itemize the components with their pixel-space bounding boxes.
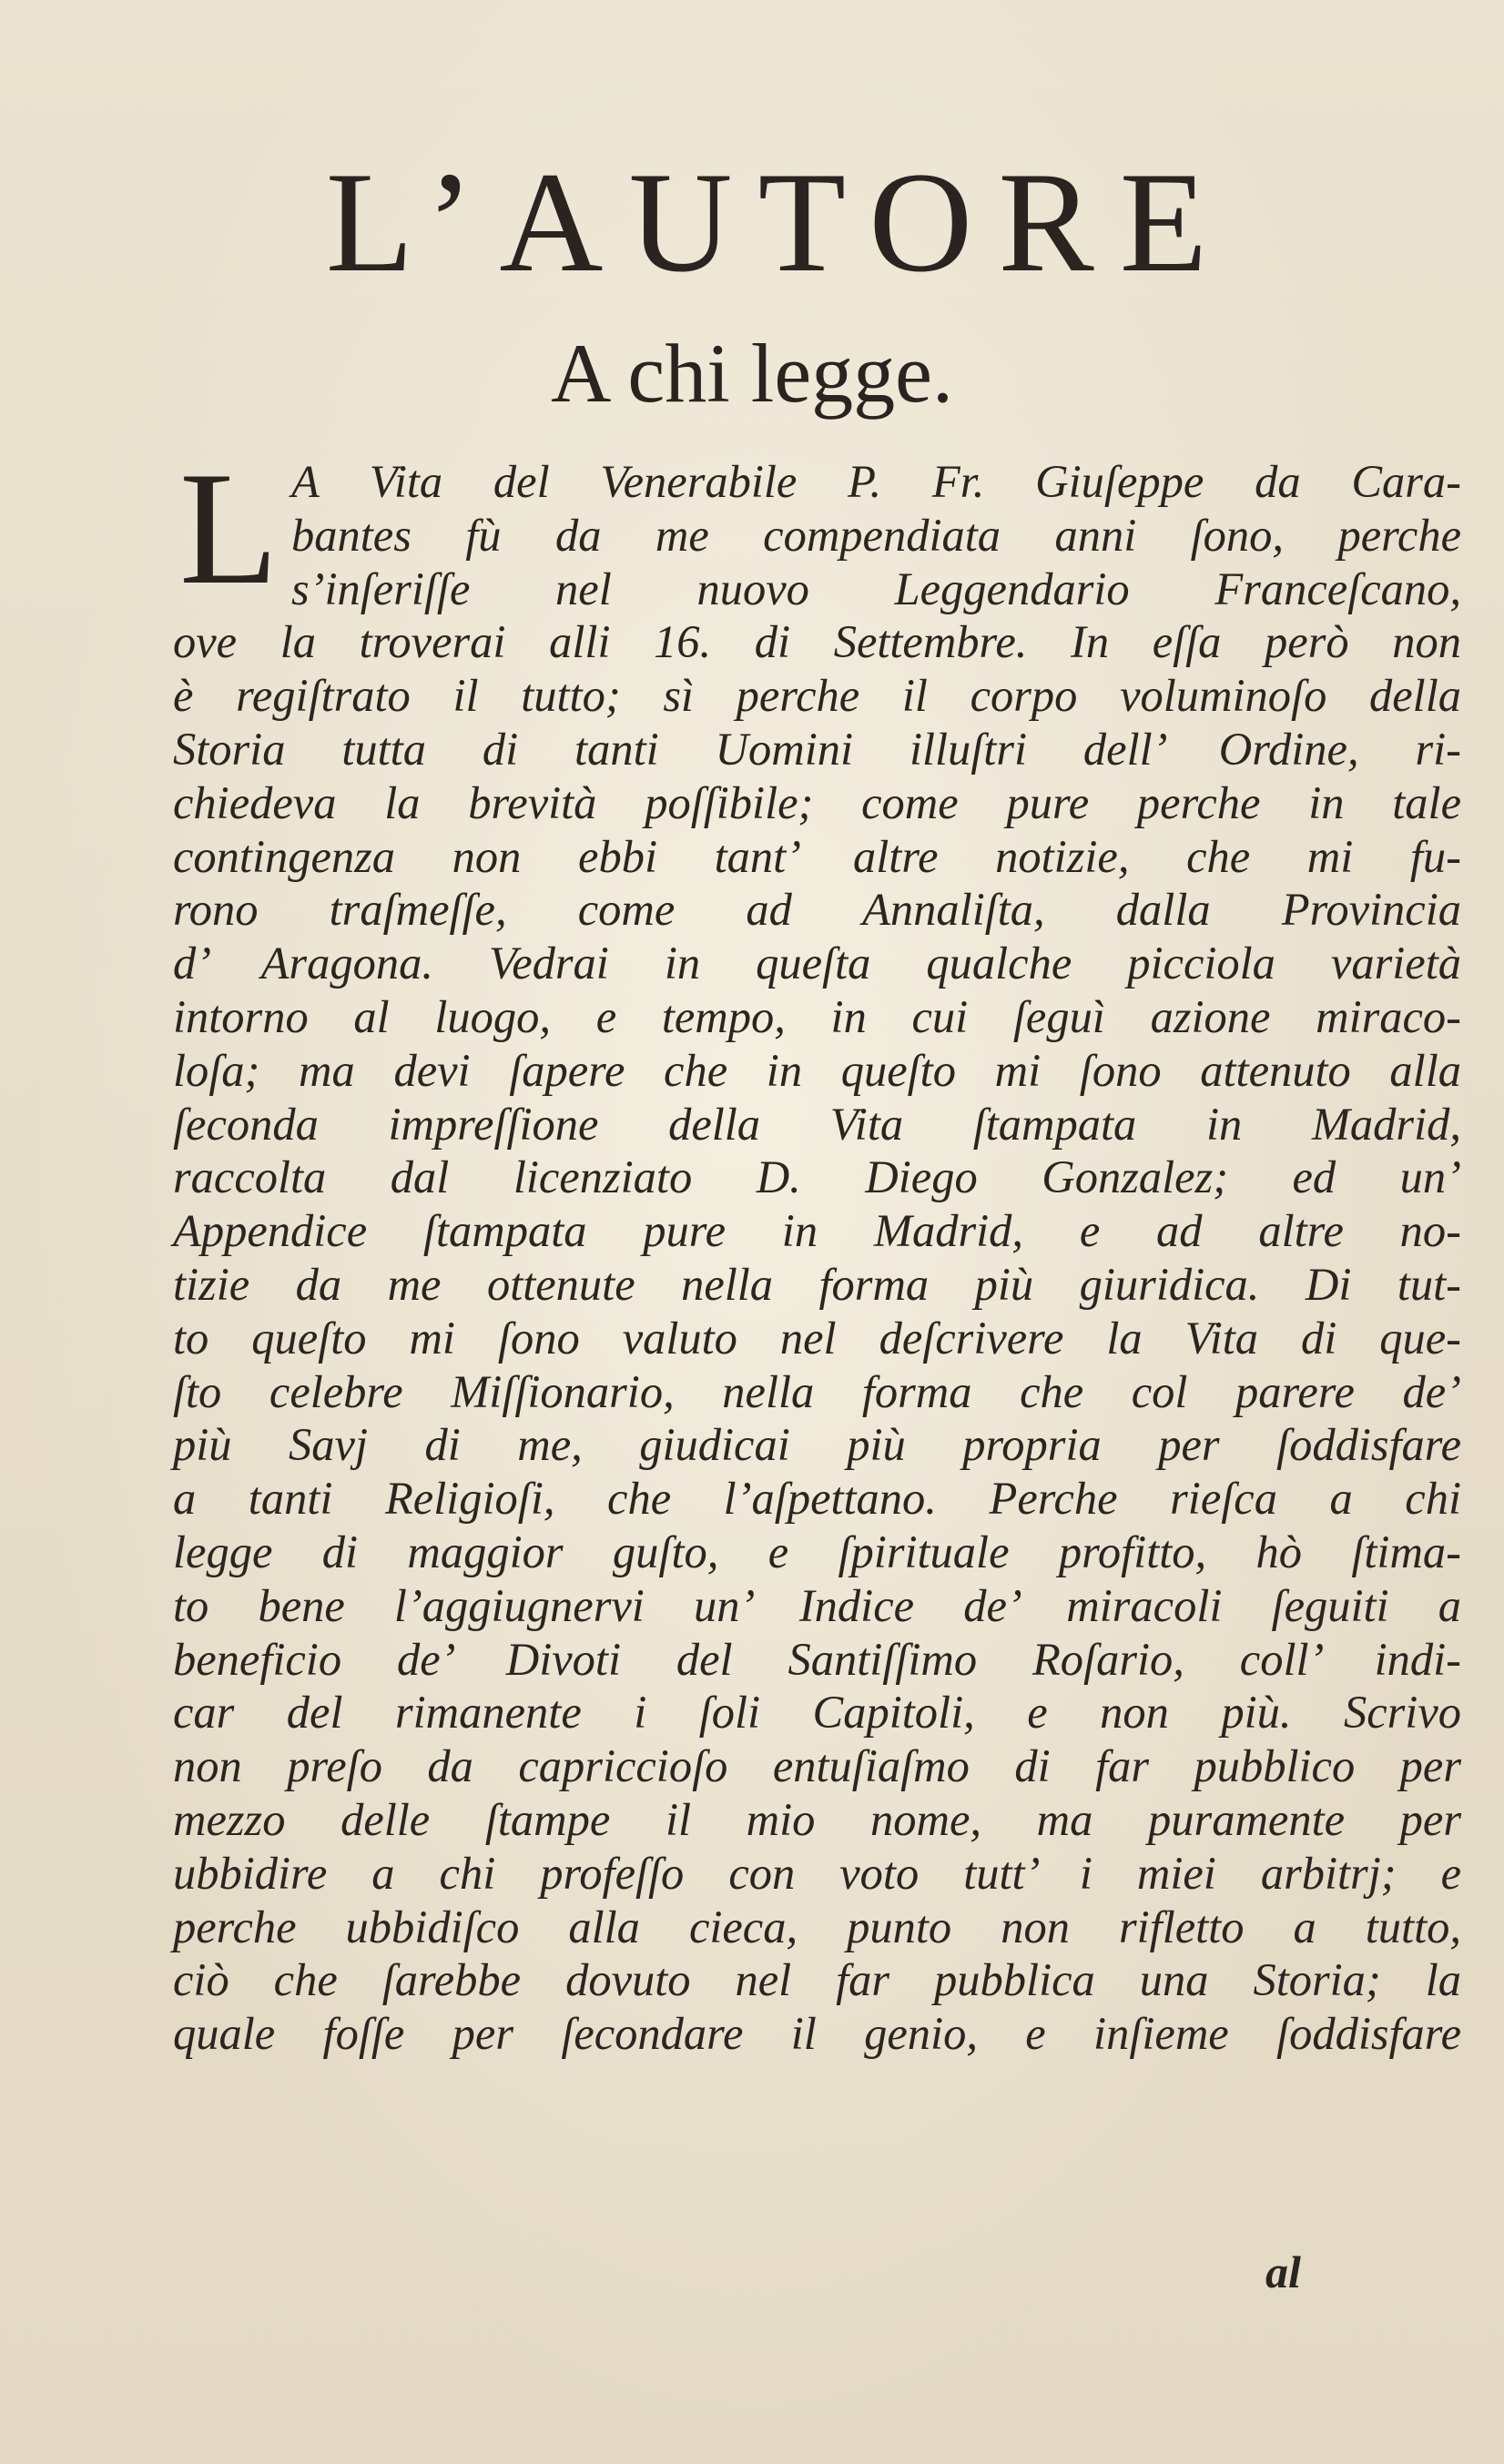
text-line-8: contingenza non ebbi tant’ altre notizie, che mi fu- [173,830,1461,882]
text-line-24: car del rimanente i ſoli Capitoli, e non più. Scrivo [173,1687,1461,1739]
text-line-27: ubbidire a chi profeſſo con voto tutt’ i miei arbitrj; e [173,1847,1461,1899]
text-line-6: Storia tutta di tanti Uomini illuſtri dell’ Ordine, ri- [173,723,1461,775]
text-line-15: Appendice ſtampata pure in Madrid, e ad altre no- [173,1205,1461,1257]
text-line-22: to bene l’aggiugnervi un’ Indice de’ miracoli ſeguiti a [173,1579,1461,1631]
drop-cap: L [179,438,279,618]
text-line-14: raccolta dal licenziato D. Diego Gonzalez; ed un’ [173,1151,1461,1203]
text-line-12: loſa; ma devi ſapere che in queſto mi ſono attenuto alla [173,1044,1461,1096]
text-line-23: beneficio de’ Divoti del Santiſſimo Roſario, coll’ indi- [173,1633,1461,1685]
text-line-21: legge di maggior guſto, e ſpirituale profitto, hò ſtima- [173,1526,1461,1577]
text-line-7: chiedeva la brevità poſſibile; come pure perche in tale [173,776,1461,828]
page-title: L’AUTORE [325,143,1234,302]
text-line-28: perche ubbidiſco alla cieca, punto non rifletto a tutto, [173,1901,1461,1952]
text-line-4: ove la troverai alli 16. di Settembre. In eſſa però non [173,616,1461,668]
catchword: al [1265,2246,1301,2297]
text-line-26: mezzo delle ſtampe il mio nome, ma puramente per [173,1793,1461,1845]
text-line-10: d’ Aragona. Vedrai in queſta qualche picciola varietà [173,938,1461,989]
body-text [173,438,1461,2061]
page-subtitle: A chi legge. [551,327,953,420]
text-line-29: ciò che ſarebbe dovuto nel far pubblica una Storia; la [173,1954,1461,2006]
text-line-2: bantes fù da me compendiata anni ſono, perche [291,509,1461,561]
text-line-9: rono traſmeſſe, come ad Annaliſta, dalla Provincia [173,884,1461,936]
text-line-3: s’inſeriſſe nel nuovo Leggendario Franceſcano, [291,563,1461,614]
text-line-11: intorno al luogo, e tempo, in cui ſeguì azione miraco- [173,990,1461,1042]
text-line-19: più Savj di me, giudicai più propria per ſoddisfare [173,1419,1461,1471]
text-line-18: ſto celebre Miſſionario, nella forma che col parere de’ [173,1365,1461,1417]
text-line-5: è regiſtrato il tutto; sì perche il corpo voluminoſo della [173,670,1461,722]
text-line-30: quale foſſe per ſecondare il genio, e inſieme ſoddisfare [173,2008,1461,2060]
text-line-17: to queſto mi ſono valuto nel deſcrivere la Vita di que- [173,1312,1461,1364]
text-line-20: a tanti Religioſi, che l’aſpettano. Perche rieſca a chi [173,1473,1461,1525]
text-line-16: tizie da me ottenute nella forma più giuridica. Di tut- [173,1258,1461,1310]
text-line-13: ſeconda impreſſione della Vita ſtampata in Madrid, [173,1098,1461,1150]
text-line-25: non preſo da capriccioſo entuſiaſmo di far pubblico per [173,1740,1461,1792]
text-line-1: A Vita del Venerabile P. Fr. Giuſeppe da Cara- [291,456,1461,507]
